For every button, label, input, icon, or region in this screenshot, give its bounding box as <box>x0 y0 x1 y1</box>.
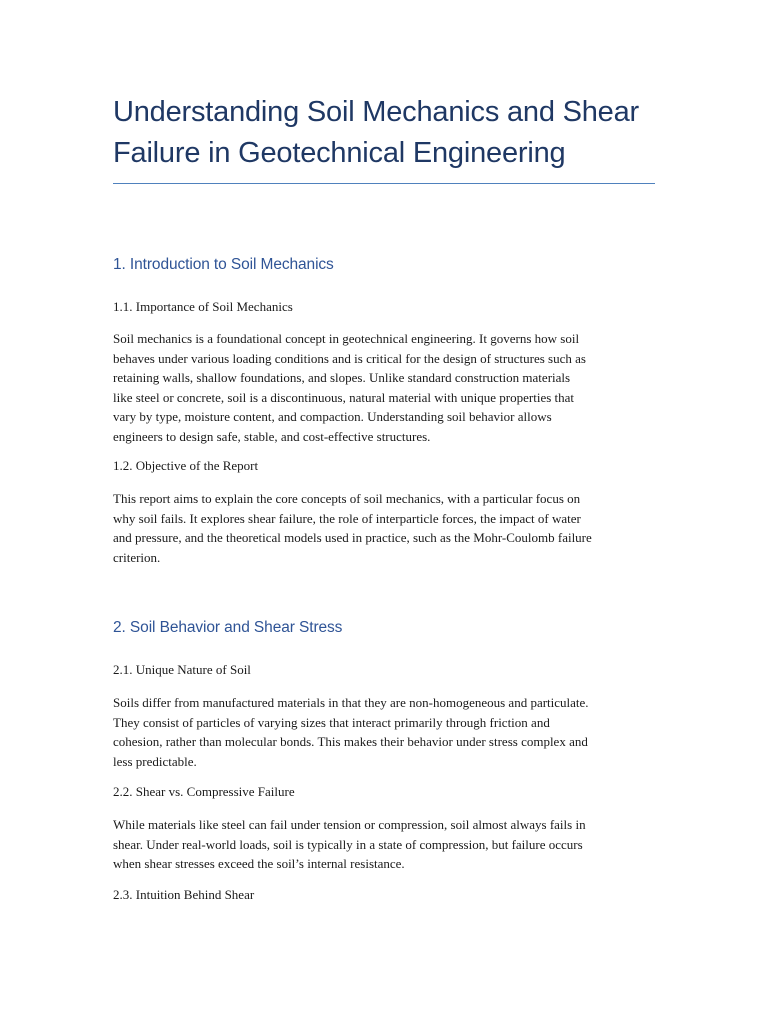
section-heading: 2. Soil Behavior and Shear Stress <box>113 619 343 636</box>
paragraph-line: criterion. <box>113 549 161 565</box>
paragraph-line: Soil mechanics is a foundational concept in geotechnical engineering. It governs how soil <box>113 331 580 346</box>
subsection-heading-1-1 <box>113 299 661 315</box>
subsection-heading: 2.1. Unique Nature of Soil <box>113 662 251 677</box>
paragraph-line: Soils differ from manufactured materials in that they are non-homogeneous and particulate. <box>113 695 589 710</box>
subsection-heading-1-2 <box>113 458 661 474</box>
paragraph-2-1 <box>113 693 661 771</box>
paragraph-line: engineers to design safe, stable, and cost-effective structures. <box>113 428 431 444</box>
paragraph-line: behaves under various loading conditions and is critical for the design of structures such as <box>113 350 586 366</box>
paragraph-line: and pressure, and the theoretical models used in practice, such as the Mohr-Coulomb failure <box>113 530 592 545</box>
paragraph-line: This report aims to explain the core concepts of soil mechanics, with a particular focus on <box>113 491 581 506</box>
paragraph-1-1 <box>113 329 661 446</box>
paragraph-line: retaining walls, shallow foundations, and slopes. Unlike standard construction materials <box>113 370 571 385</box>
paragraph-line: why soil fails. It explores shear failure, the role of interparticle forces, the impact of water <box>113 510 581 526</box>
title-divider <box>113 183 655 184</box>
paragraph-line: vary by type, moisture content, and compaction. Understanding soil behavior allows <box>113 409 552 424</box>
paragraph-2-2 <box>113 815 661 874</box>
paragraph-line: less predictable. <box>113 753 197 769</box>
paragraph-1-2 <box>113 489 661 567</box>
paragraph-line: when shear stresses exceed the soil’s internal resistance. <box>113 856 405 871</box>
paragraph <box>113 693 661 771</box>
document-title: Understanding Soil Mechanics and Shear Failure in Geotechnical Engineering <box>113 96 639 169</box>
subsection-heading-2-1 <box>113 662 661 678</box>
subsection-heading: 2.3. Intuition Behind Shear <box>113 887 255 902</box>
paragraph-line: like steel or concrete, soil is a discontinuous, natural material with unique properties that <box>113 389 575 405</box>
section-heading: 1. Introduction to Soil Mechanics <box>113 256 334 273</box>
section-heading-1 <box>113 256 661 274</box>
paragraph-line: shear. Under real-world loads, soil is typically in a state of compression, but failure occurs <box>113 836 583 852</box>
paragraph <box>113 329 661 446</box>
document-page <box>113 92 655 902</box>
paragraph-line: They consist of particles of varying sizes that interact primarily through friction and <box>113 714 550 730</box>
subsection-heading: 1.1. Importance of Soil Mechanics <box>113 299 293 314</box>
subsection-heading-2-2 <box>113 784 661 800</box>
subsection-heading: 1.2. Objective of the Report <box>113 458 259 473</box>
paragraph-line: While materials like steel can fail under tension or compression, soil almost always fails in <box>113 817 586 832</box>
paragraph <box>113 815 661 874</box>
paragraph-line: cohesion, rather than molecular bonds. This makes their behavior under stress complex and <box>113 734 588 749</box>
section-heading-2 <box>113 619 661 637</box>
subsection-heading-2-3 <box>113 887 661 903</box>
paragraph <box>113 489 661 567</box>
subsection-heading: 2.2. Shear vs. Compressive Failure <box>113 784 295 799</box>
